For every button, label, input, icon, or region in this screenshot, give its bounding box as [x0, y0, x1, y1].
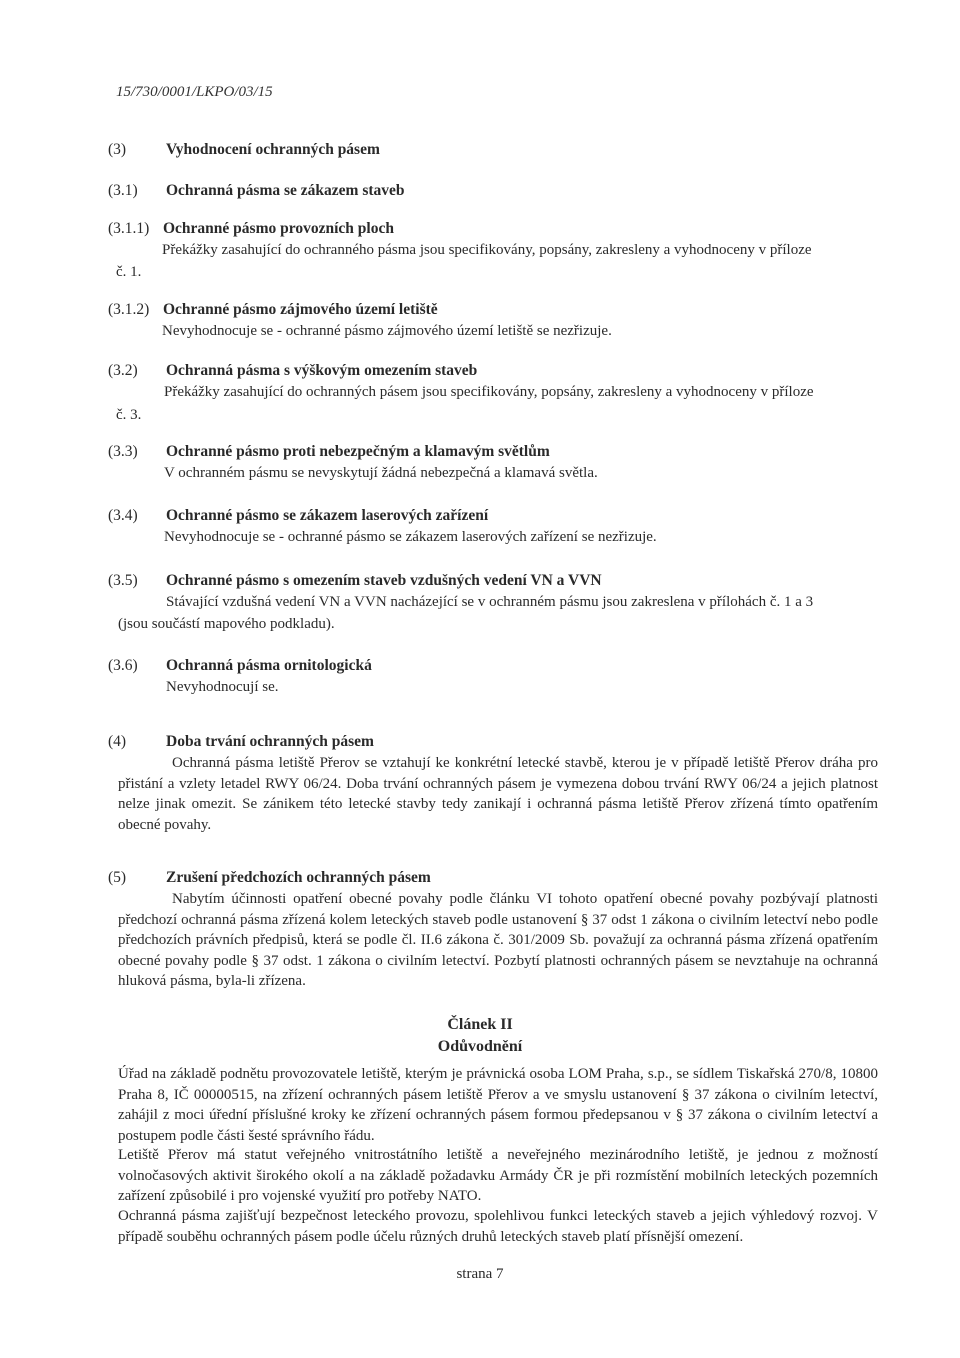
section-3-1-1-text: Překážky zasahující do ochranného pásma jsou specifikovány, popsány, zakresleny a vyhodnoceny v příloze: [162, 242, 812, 258]
section-3-4-text: Nevyhodnocuje se - ochranné pásmo se zákazem laserových zařízení se nezřizuje.: [164, 529, 657, 545]
section-3-6-heading: [108, 656, 372, 676]
section-3-3-text: V ochranném pásmu se nevyskytují žádná nebezpečná a klamavá světla.: [164, 465, 598, 481]
section-3-1-1-text-cont: č. 1.: [116, 264, 142, 280]
section-3-2-text: Překážky zasahující do ochranných pásem jsou specifikovány, popsány, zakresleny a vyhodnoceny v příloze: [164, 384, 814, 400]
section-4-paragraph: Ochranná pásma letiště Přerov se vztahují ke konkrétní letecké stavbě, kterou je v případě letiště Přerov dráha pro přistání a vzlety letadel RWY 06/24. Doba trvání ochranných pásem je vymezena dobou trvání RWY 06/24 a jejich platnost nelze jinak omezit. Se zánikem této letecké stavby tedy zanikají i ochranná pásma letiště Přerov zřízená tímto opatřením obecné povahy.: [118, 755, 878, 833]
article-subheading: Odůvodnění: [437, 1038, 523, 1055]
section-3-1-2-text: Nevyhodnocuje se - ochranné pásmo zájmového území letiště se nezřizuje.: [162, 323, 612, 339]
section-title: Zrušení předchozích ochranných pásem: [166, 869, 431, 886]
section-title: Ochranné pásmo se zákazem laserových zařízení: [166, 507, 489, 524]
section-number: (3.3): [108, 443, 138, 460]
section-title: Ochranné pásmo proti nebezpečným a klamavým světlům: [166, 443, 550, 460]
section-3-6-text: Nevyhodnocují se.: [166, 679, 279, 695]
section-3-5-heading: [108, 571, 602, 591]
section-number: (3): [108, 141, 127, 158]
section-title: Doba trvání ochranných pásem: [166, 733, 374, 750]
section-number: (3.5): [108, 572, 138, 589]
section-number: (3.1.1): [108, 220, 150, 237]
section-5-heading: [108, 868, 431, 888]
section-title: Ochranná pásma s výškovým omezením staveb: [166, 362, 478, 379]
section-3-1-1-heading: [108, 219, 394, 239]
article-paragraph-1: Úřad na základě podnětu provozovatele letiště, kterým je právnická osoba LOM Praha, s.p., se sídlem Tiskařská 270/8, 10800 Praha 8, IČ 00000515, na zřízení ochranných pásem letiště Přerov a ve smyslu ustanovení § 37 zákona o civilním letectví, zahájil z moci úřední příslušné kroky ke zřízení ochranných pásem formou předepsanou v § 37 zákona o civilním letectví a postupem podle části šesté správního řádu.: [118, 1066, 878, 1144]
section-title: Ochranné pásmo provozních ploch: [163, 220, 394, 237]
section-title: Ochranné pásmo s omezením staveb vzdušných vedení VN a VVN: [166, 572, 602, 589]
section-title: Ochranná pásma ornitologická: [166, 657, 372, 674]
section-number: (4): [108, 733, 127, 750]
section-title: Ochranná pásma se zákazem staveb: [166, 182, 405, 199]
section-3-2-text-cont: č. 3.: [116, 407, 142, 423]
section-number: (3.1.2): [108, 301, 150, 318]
article-heading: Článek II: [447, 1016, 513, 1033]
section-number: (3.2): [108, 362, 138, 379]
section-4-heading: [108, 732, 374, 752]
section-number: (3.6): [108, 657, 138, 674]
section-number: (3.1): [108, 182, 138, 199]
section-3-1-2-heading: [108, 300, 438, 320]
section-3-5-text: Stávající vzdušná vedení VN a VVN nacházející se v ochranném pásmu jsou zakreslena v přílohách č. 1 a 3: [166, 594, 814, 610]
article-paragraph-2: Letiště Přerov má statut veřejného vnitrostátního letiště a neveřejného mezinárodního letiště, je jednou z možností volnočasových aktivit širokého okolí a na základě požadavku Armády ČR je při rozmístění mobilních leteckých pozemních zařízení způsobilé i pro vojenské využití pro potřeby NATO.: [118, 1147, 878, 1204]
section-3-heading: [108, 140, 380, 160]
document-reference: 15/730/0001/LKPO/03/15: [116, 84, 273, 100]
section-5-paragraph: Nabytím účinnosti opatření obecné povahy podle článku VI tohoto opatření obecné povahy pozbývají platnosti předchozí ochranná pásma zřízená kolem leteckých staveb podle ustanovení § 37 odst 1 zákona o civilním letectví nebo podle předchozích právních předpisů, která se podle čl. II.6 zákona č. 301/2009 Sb. považují za ochranná pásma zřízená opatřením obecné povahy podle § 37 odst. 1 zákona o civilním letectví. Pozbytí platnosti ochranných pásem se nevztahuje na ochranná hluková pásma, byla-li zřízena.: [118, 891, 878, 989]
section-3-4-heading: [108, 506, 488, 526]
section-number: (5): [108, 869, 127, 886]
article-paragraph-3: Ochranná pásma zajišťují bezpečnost leteckého provozu, spolehlivou funkci leteckých staveb a jejich výhledový rozvoj. V případě souběhu ochranných pásem podle účelu různých druhů leteckých staveb platí přísnější omezení.: [118, 1208, 878, 1245]
page-number: strana 7: [456, 1266, 504, 1282]
section-3-3-heading: [108, 442, 550, 462]
section-3-2-heading: [108, 361, 477, 381]
section-3-1-heading: [108, 181, 405, 201]
section-title: Vyhodnocení ochranných pásem: [166, 141, 380, 158]
section-title: Ochranné pásmo zájmového území letiště: [163, 301, 438, 318]
section-number: (3.4): [108, 507, 138, 524]
section-3-5-text-cont: (jsou součástí mapového podkladu).: [118, 616, 335, 632]
